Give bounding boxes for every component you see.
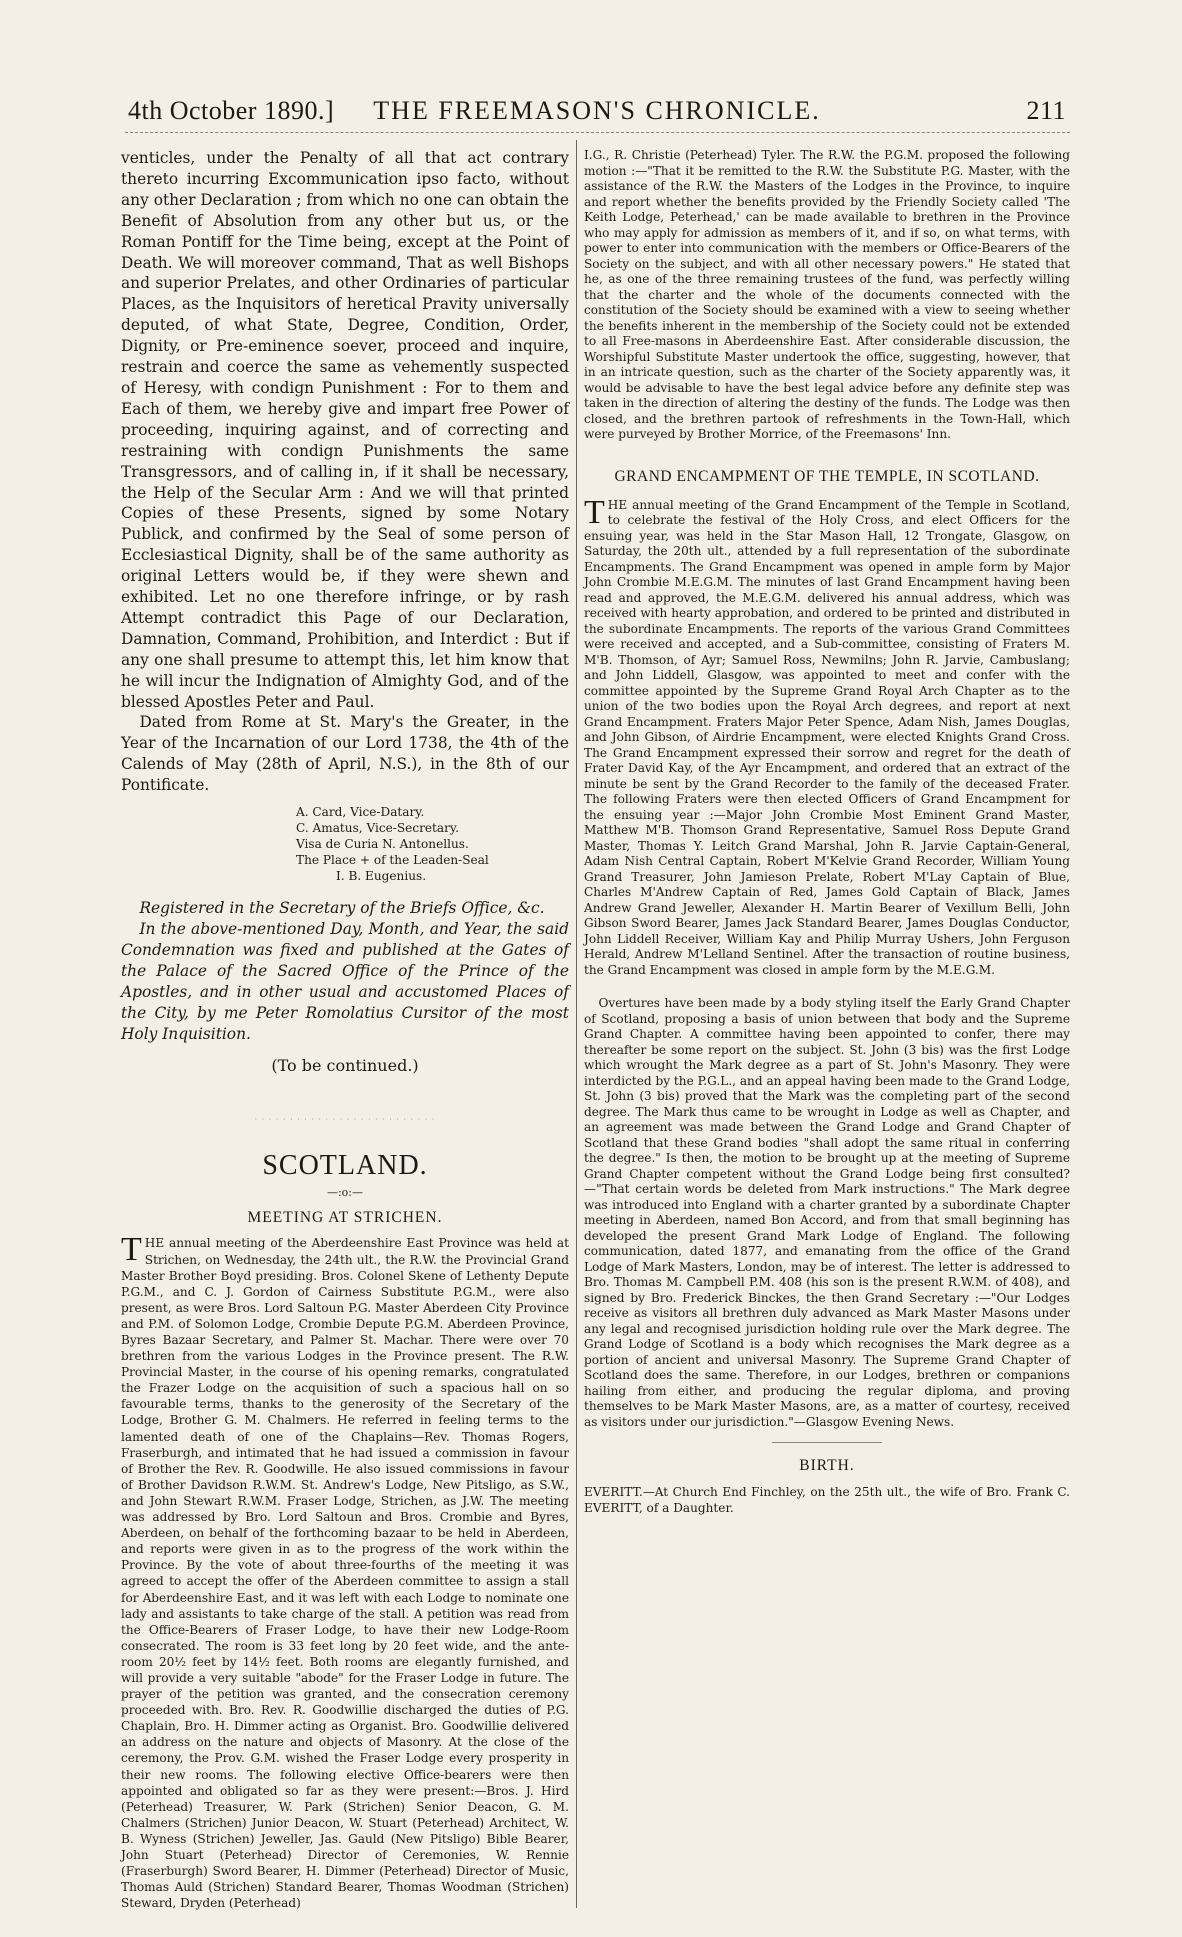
section-separator: · · · · · · · · · · · · · · · · · · · · · · · · · ·: [254, 1115, 436, 1125]
encampment-article: [584, 493, 1070, 979]
column-divider: [576, 140, 577, 1908]
condemnation-note: In the above-mentioned Day, Month, and Year, the said Condemnation was fixed and published at the Gates of the Palace of the Sacred Office of the Prince of the Apostles, and in other usual and accustomed Places of the City, by me Peter Romolatius Cursitor of the most Holy Inquisition.: [121, 920, 569, 1043]
bull-signatures: [121, 804, 569, 884]
meeting-continuation: I.G., R. Christie (Peterhead) Tyler. The R.W. the P.G.M. proposed the following motion :—"That it be remitted to the R.W. the Substitute P.G. Master, with the assistance of the R.W. the Masters of the Lodges in the Province, to inquire and report whether the benefits provided by the Friendly Society called 'The Keith Lodge, Peterhead,' can be made available to brethren in the Province who may apply for admission as members of it, and if so, on what terms, with power to enter into communication with the members or Office-Bearers of the Society on the subject, and with all other necessary powers." He stated that he, as one of the three remaining trustees of the fund, was perfectly willing that the charter and the whole of the documents connected with the constitution of the Society should be examined with a view to seeing whether the benefits inherent in the membership of the Society could not be extended to all Free-masons in Aberdeenshire East. After considerable discussion, the Worshipful Substitute Master undertook the office, suggesting, however, that in an intricate question, such as the charter of the Society apparently was, it would be advisable to have the best legal advice before any definite step was taken in the direction of altering the destiny of the funds. The Lodge was then closed, and the brethren partook of refreshments in the Town-Hall, which were purveyed by Brother Morrice, of the Freemasons' Inn.: [584, 148, 1070, 441]
page-number: 211: [1026, 96, 1066, 125]
encampment-heading: GRAND ENCAMPMENT OF THE TEMPLE, IN SCOTLAND.: [614, 467, 1040, 485]
scotland-heading: SCOTLAND.: [262, 1150, 428, 1182]
right-column: [584, 148, 1070, 1900]
encampment-text: HE annual meeting of the Grand Encampment of the Temple in Scotland, to celebrate the festival of the Holy Cross, and elect Officers for the ensuing year, was held in the Star Mason Hall, 12 Trongate, Glasgow, on Saturday, the 20th ult., attended by a full representation of the subordinate Encampments. The Grand Encampment was opened in ample form by Major John Crombie M.E.G.M. The minutes of last Grand Encampment having been read and approved, the M.E.G.M. delivered his annual address, which was received with hearty approbation, and ordered to be printed and distributed in the subordinate Encampments. The reports of the various Grand Committees were received and accepted, and a Sub-committee, consisting of Fraters M. M'B. Thomson, of Ayr; Samuel Ross, Newmilns; John R. Jarvie, Cambuslang; and John Liddell, Glasgow, was appointed to meet and confer with the committee appointed by the Supreme Grand Royal Arch Chapter as to the union of the two bodies upon the Royal Arch degrees, and report at next Grand Encampment. Fraters Major Peter Spence, Adam Nish, James Douglas, and John Gibson, of Airdrie Encampment, were elected Knights Grand Cross. The Grand Encampment expressed their sorrow and regret for the death of Frater David Kay, of the Ayr Encampment, and ordered that an extract of the minute be sent by the Grand Recorder to the family of the deceased Frater. The following Fraters were then elected Officers of Grand Encampment for the ensuing year :—Major John Crombie Most Eminent Grand Master, Matthew M'B. Thomson Grand Representative, Samuel Ross Depute Grand Master, Thomas Y. Leitch Grand Marshal, John R. Jarvie Captain-General, Adam Nish Central Captain, Robert M'Kelvie Grand Recorder, William Young Grand Treasurer, John Jamieson Prelate, Robert M'Lay Captain of Blue, Charles M'Andrew Captain of Red, James Gold Captain of Black, James Andrew Grand Jeweller, Alexander H. Martin Bearer of Vexillum Belli, John Gibson Sword Bearer, James Jack Standard Bearer, James Douglas Conductor, John Liddell Receiver, William Kay and Philip Murray Ushers, John Ferguson Herald, Andrew M'Lelland Sentinel. After the transaction of routine business, the Grand Encampment was closed in ample form by the M.E.G.M.: [584, 497, 1070, 977]
header-rule: [125, 132, 1070, 133]
drop-cap: T: [121, 1231, 142, 1269]
meeting-text: HE annual meeting of the Aberdeenshire East Province was held at Strichen, on Wednesday, the 24th ult., the R.W. the Provincial Grand Master Brother Boyd presiding. Bros. Colonel Skene of Lethenty Depute P.G.M., and C. J. Gordon of Cairness Substitute P.G.M., were also present, as were Bros. Lord Saltoun P.G. Master Aberdeen City Province and P.M. of Solomon Lodge, Crombie Depute P.G.M. Aberdeen Province, Byres Bazaar Secretary, and Palmer St. Machar. There were over 70 brethren from the various Lodges in the Province present. The R.W. Provincial Master, in the course of his opening remarks, congratulated the Frazer Lodge on the acquisition of such a spacious hall on so favourable terms, thanks to the generosity of the Secretary of the Lodge, Brother G. M. Chalmers. He referred in feeling terms to the lamented death of one of the Chaplains—Rev. Thomas Rogers, Fraserburgh, and intimated that he had issued a commission in favour of Brother the Rev. R. Goodwille. He also issued commissions in favour of Brother Davidson R.W.M. St. Andrew's Lodge, New Pitsligo, as S.W., and John Stewart R.W.M. Fraser Lodge, Strichen, as J.W. The meeting was addressed by Bro. Lord Saltoun and Bros. Crombie and Byres, Aberdeen, on behalf of the forthcoming bazaar to be held in Aberdeen, and reports were given in as to the progress of the work within the Province. By the vote of about three-fourths of the meeting it was agreed to accept the offer of the Aberdeen committee to assign a stall for Aberdeenshire East, and it was left with each Lodge to nominate one lady and assistants to take charge of the stall. A petition was read from the Office-Bearers of Fraser Lodge, to have their new Lodge-Room consecrated. The room is 33 feet long by 20 feet wide, and the ante-room 20½ feet by 14½ feet. Both rooms are elegantly furnished, and will provide a very suitable "abode" for the Fraser Lodge in future. The prayer of the petition was granted, and the consecration ceremony proceeded with. Bro. Rev. R. Goodwillie discharged the duties of P.G. Chaplain, Bro. H. Dimmer acting as Organist. Bro. Goodwillie delivered an address on the nature and objects of Masonry. At the close of the ceremony, the Prov. G.M. wished the Fraser Lodge every prosperity in their new rooms. The following elective Office-bearers were then appointed and obligated so far as they were present:—Bros. J. Hird (Peterhead) Treasurer, W. Park (Strichen) Senior Deacon, G. M. Chalmers (Strichen) Junior Deacon, W. Stuart (Peterhead) Architect, W. B. Wyness (Strichen) Jeweller, Jas. Gauld (New Pitsligo) Bible Bearer, John Stuart (Peterhead) Director of Ceremonies, W. Rennie (Fraserburgh) Sword Bearer, H. Dimmer (Peterhead) Director of Music, Thomas Auld (Strichen) Standard Bearer, Thomas Woodman (Strichen) Steward, Dryden (Peterhead): [121, 1236, 569, 1911]
left-column: [121, 148, 569, 1911]
short-rule: [772, 1442, 882, 1443]
bull-text: venticles, under the Penalty of all that act contrary thereto incurring Excommunication ipso facto, without any other Declaration ; from which no one can obtain the Benefit of Absolution from any other but us, or the Roman Pontiff for the Time being, except at the Point of Death. We will moreover command, That as well Bishops and superior Prelates, and other Ordinaries of particular Places, as the Inquisitors of heretical Pravity universally deputed, of what State, Degree, Condition, Order, Dignity, or Pre-eminence soever, proceed and inquire, restrain and coerce the same as vehemently suspected of Heresy, with condign Punishment : For to them and Each of them, we hereby give and impart free Power of proceeding, inquiring against, and of correcting and restraining with condign Punishments the same Transgressors, and of calling in, if it shall be necessary, the Help of the Secular Arm : And we will that printed Copies of these Presents, signed by some Notary Publick, and confirmed by the Seal of some person of Ecclesiastical Dignity, shall be of the same authority as original Letters would be, if they were shewn and exhibited. Let no one therefore infringe, or by rash Attempt contradict this Page of our Declaration, Damnation, Command, Prohibition, and Interdict : But if any one shall presume to attempt this, let him know that he will incur the Indignation of Almighty God, and of the blessed Apostles Peter and Paul.: [121, 149, 569, 711]
signature-line: I. B. Eugenius.: [336, 869, 427, 884]
meeting-heading: MEETING AT STRICHEN.: [247, 1209, 443, 1227]
bull-dated: Dated from Rome at St. Mary's the Greater, in the Year of the Incarnation of our Lord 1738, the 4th of the Calends of May (28th of April, N.S.), in the 8th of our Pontificate.: [121, 713, 569, 795]
drop-cap: T: [584, 493, 605, 531]
meeting-article: [121, 1231, 569, 1911]
signature-line: Visa de Curia N. Antonellus.: [296, 837, 469, 852]
masthead-title: THE FREEMASON'S CHRONICLE.: [373, 96, 821, 125]
heading-ornament: —:o:—: [326, 1186, 364, 1200]
signature-line: The Place + of the Leaden-Seal: [296, 853, 489, 868]
signature-line: A. Card, Vice-Datary.: [296, 805, 425, 820]
birth-heading: BIRTH.: [799, 1457, 855, 1474]
birth-notice: EVERITT.—At Church End Finchley, on the 25th ult., the wife of Bro. Frank C. EVERITT, of a Daughter.: [584, 1485, 1070, 1515]
to-be-continued: (To be continued.): [271, 1056, 419, 1076]
issue-date: 4th October 1890.]: [128, 96, 335, 125]
overtures-article: Overtures have been made by a body styling itself the Early Grand Chapter of Scotland, proposing a basis of union between that body and the Supreme Grand Chapter. A committee having been appointed to confer, there may thereafter be some report on the subject. St. John (3 bis) was the first Lodge which wrought the Mark degree as a part of St. John's Masonry. They were interdicted by the P.G.L., and an appeal having been made to the Grand Lodge, St. John (3 bis) proved that the Mark was the completing part of the second degree. The Mark thus came to be wrought in Lodge as well as Chapter, and an agreement was made between the Grand Lodge and Grand Chapter of Scotland that these Grand bodies "shall adopt the same ritual in conferring the degree." Is then, the motion to be brought up at the meeting of Supreme Grand Chapter competent without the Grand Lodge being first consulted?—"That certain words be deleted from Mark instructions." The Mark degree was introduced into England with a charter granted by a subordinate Chapter meeting in Aberdeen, named Bon Accord, and from that small beginning has developed the present Grand Mark Lodge of England. The following communication, dated 1877, and emanating from the office of the Grand Lodge of Mark Masters, London, may be of interest. The letter is addressed to Bro. Thomas M. Campbell P.M. 408 (his son is the present R.W.M. of 408), and signed by Bro. Frederick Binckes, the then Grand Secretary :—"Our Lodges receive as visitors all brethren duly advanced as Mark Master Masons under any legal and recognised jurisdiction holding rule over the Mark degree. The Grand Lodge of Scotland is a body which recognises the Mark degree as a portion of ancient and universal Masonry. The Supreme Grand Chapter of Scotland does the same. Therefore, in our Lodges, brethren or companions hailing from either, and producing the regular diploma, and proving themselves to be Mark Master Masons, are, as a matter of courtesy, received as visitors under our jurisdiction."—Glasgow Evening News.: [584, 996, 1070, 1429]
page-header: [128, 92, 1066, 132]
signature-line: C. Amatus, Vice-Secretary.: [296, 821, 459, 836]
registered-note: Registered in the Secretary of the Briefs Office, &c.: [139, 899, 545, 918]
